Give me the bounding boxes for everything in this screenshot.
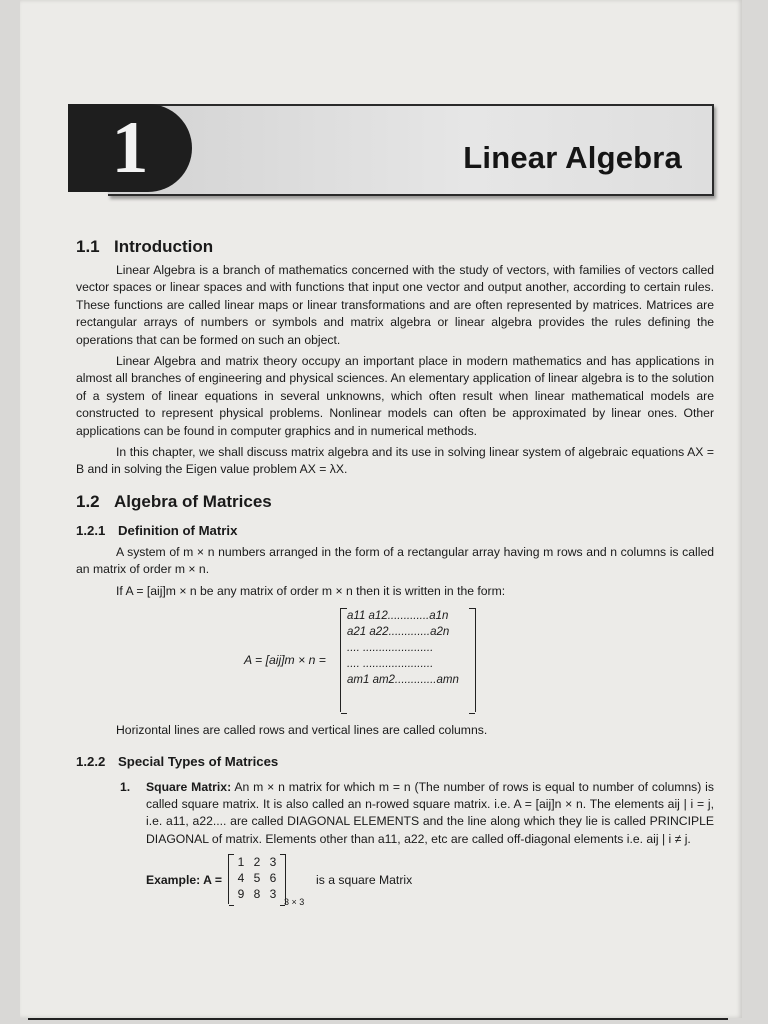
section-number: 1.2 <box>76 491 100 511</box>
banner-bar <box>108 104 714 196</box>
section-title: Introduction <box>114 237 214 256</box>
matrix-order-subscript: 3 × 3 <box>284 897 305 908</box>
chapter-number: 1 <box>111 107 149 189</box>
subsection-title: Special Types of Matrices <box>118 753 279 769</box>
subsection-number: 1.2.1 <box>76 522 106 538</box>
matrix-row <box>229 886 285 902</box>
paragraph: If A = [aij]m × n be any matrix of order m × n then it is written in the form: <box>116 583 506 598</box>
term-definition: An m × n matrix for which m = n (The number of rows is equal to number of columns) is called square matrix. It is also called an n-rowed square matrix. i.e. A = [aij]n × n. The elements aij | i = j, i.e. a11, a22.... are called DIAGONAL ELEMENTS and the line along which they lie is called PRINCIPLE DIAGONAL of matrix. Elements other than a11, a22, etc are called off-diagonal elements i.e. aij | i ≠ j. <box>146 779 714 846</box>
chapter-number-tab <box>68 104 192 192</box>
subsection-title: Definition of Matrix <box>118 522 238 538</box>
subsection-heading-special-types <box>76 752 714 771</box>
paragraph: Horizontal lines are called rows and vertical lines are called columns. <box>116 723 488 738</box>
page-bottom-rule <box>28 1018 728 1020</box>
matrix-lhs: A = [aij]m × n = <box>244 653 326 668</box>
general-matrix <box>340 608 476 712</box>
matrix-cell: 6 <box>269 871 277 886</box>
matrix-row: a21 a22.............a2n <box>347 626 450 639</box>
matrix-cell: 3 <box>269 855 277 870</box>
general-matrix-display <box>76 606 714 718</box>
matrix-cell: 1 <box>237 855 245 870</box>
subsection-heading-definition <box>76 521 714 540</box>
matrix-cell: 5 <box>253 871 261 886</box>
term-label: Square Matrix: <box>146 779 232 794</box>
matrix-row: am1 am2.............amn <box>347 674 459 687</box>
section-heading-introduction <box>76 236 714 258</box>
example-square-matrix <box>76 854 714 914</box>
list-number: 1. <box>120 779 131 794</box>
chapter-banner <box>68 104 714 192</box>
section-heading-algebra-of-matrices <box>76 491 714 513</box>
paragraph: Linear Algebra is a branch of mathematics concerned with the study of vectors, with families of vectors called vector spaces or linear spaces and with functions that input one vector and output another, according to certain rules. These functions are called linear maps or linear transformations and are often represented by matrices. Matrices are rectangular arrays of numbers or symbols and matrix algebra or linear algebra provides the rules defining the operations that can be formed on such an object. <box>76 263 714 347</box>
example-label: Example: A = <box>146 873 222 888</box>
paragraph: In this chapter, we shall discuss matrix algebra and its use in solving linear system of algebraic equations AX = B and in solving the Eigen value problem AX = λX. <box>76 445 714 477</box>
section-title: Algebra of Matrices <box>114 491 272 511</box>
page-content <box>76 236 714 914</box>
chapter-title: Linear Algebra <box>463 140 682 175</box>
example-matrix <box>228 854 286 904</box>
section-number: 1.1 <box>76 237 100 256</box>
matrix-cell: 9 <box>237 887 245 902</box>
paragraph: A system of m × n numbers arranged in the form of a rectangular array having m rows and n columns is called an matrix of order m × n. <box>76 544 714 577</box>
matrix-row: .... ...................... <box>347 658 434 671</box>
matrix-row <box>229 870 285 886</box>
list-item-square-matrix <box>76 779 714 849</box>
list-item-text <box>146 779 714 849</box>
book-page <box>20 0 742 1018</box>
matrix-row: .... ...................... <box>347 642 434 655</box>
matrix-cell: 8 <box>253 887 261 902</box>
subsection-number: 1.2.2 <box>76 753 106 769</box>
example-caption: is a square Matrix <box>316 873 413 888</box>
matrix-cell: 2 <box>253 855 261 870</box>
matrix-cell: 3 <box>269 887 277 902</box>
matrix-cell: 4 <box>237 871 245 886</box>
matrix-row <box>229 854 285 870</box>
matrix-row: a11 a12.............a1n <box>347 610 449 623</box>
paragraph: Linear Algebra and matrix theory occupy an important place in modern mathematics and has applications in almost all branches of engineering and physical sciences. An elementary application of linear algebra is to the solution of a system of linear equations in several unknowns, which often result when linear mathematical models are constructed to represent physical problems. Nonlinear models can often be approximated by linear ones. Other applications can be found in computer graphics and in numerical methods. <box>76 354 714 438</box>
